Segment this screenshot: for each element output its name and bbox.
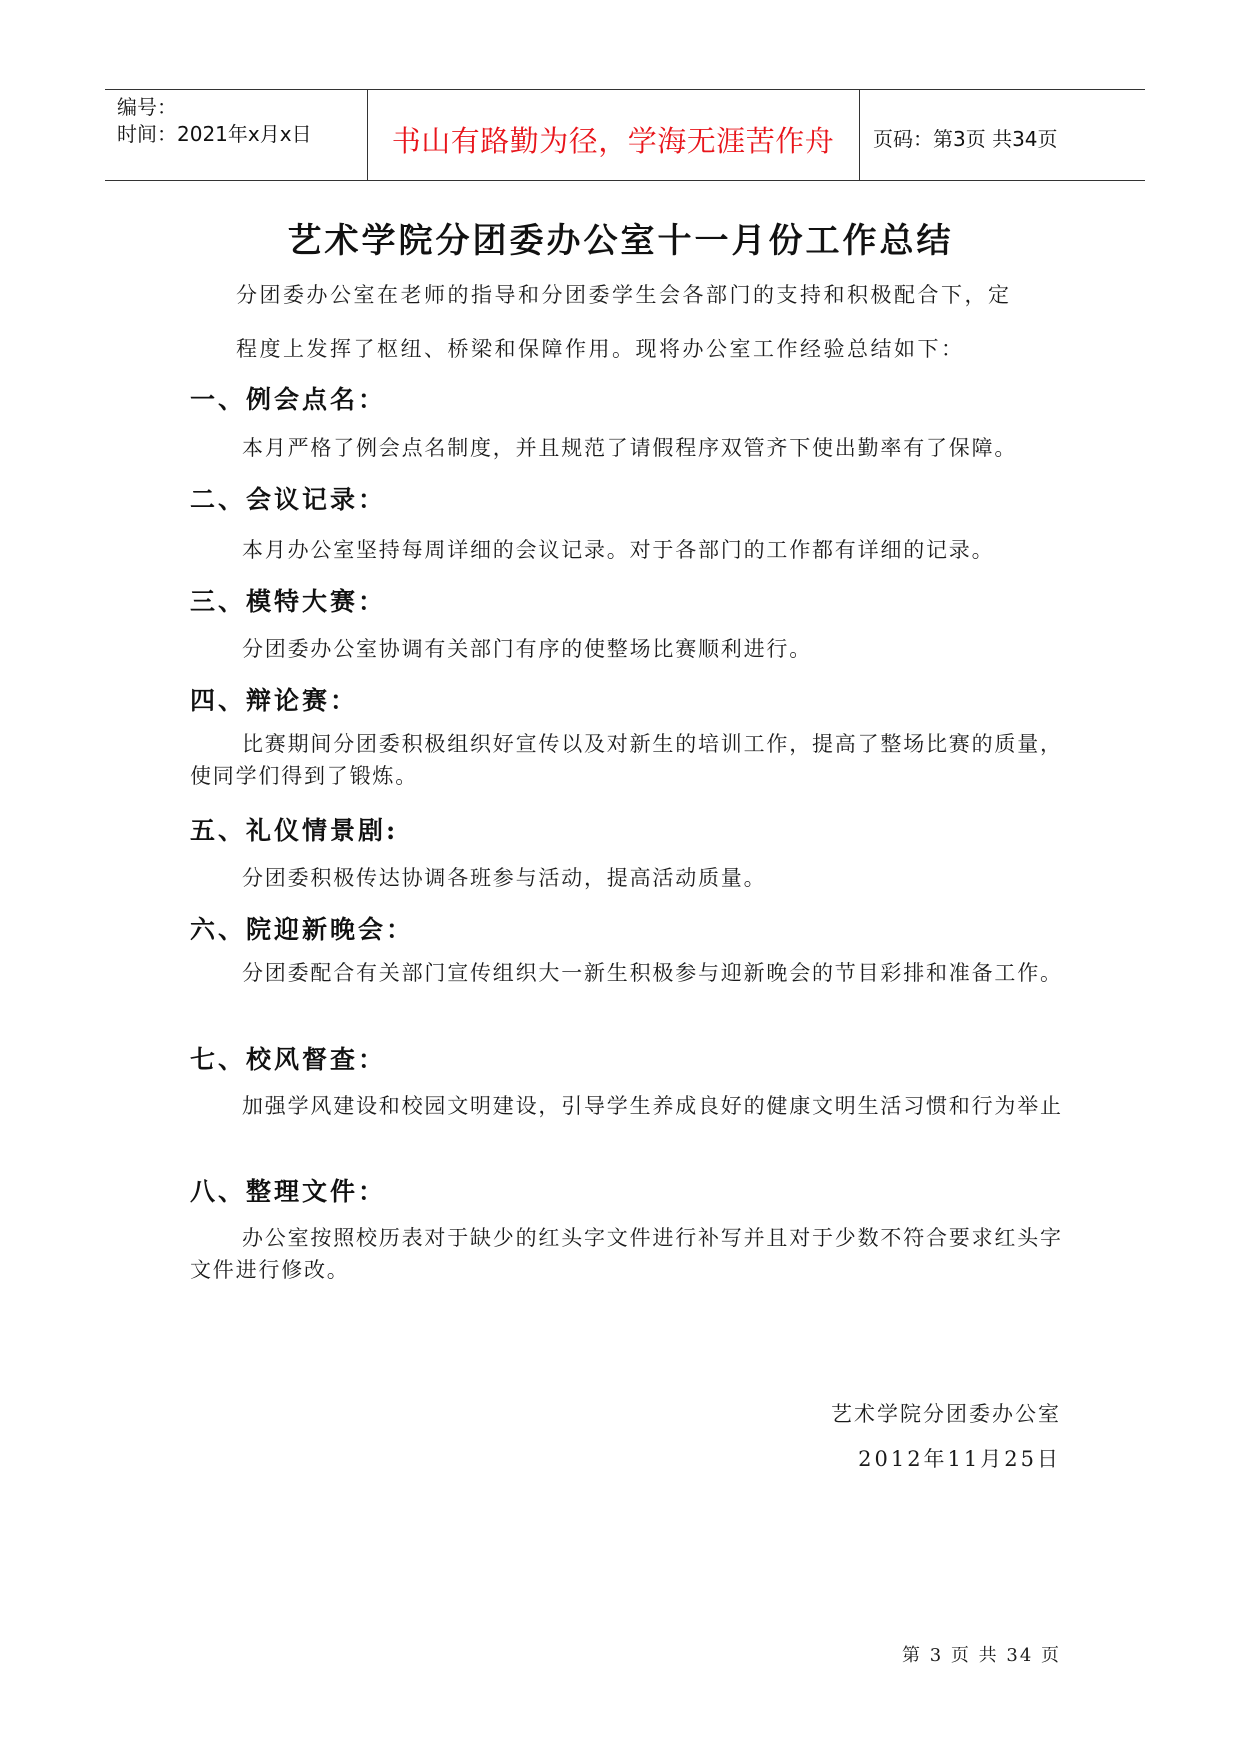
section-text-4: 比赛期间分团委积极组织好宣传以及对新生的培训工作，提高了整场比赛的质量，使同学们得到了锻炼。 (190, 732, 1063, 788)
intro-line-2: 程度上发挥了枢纽、桥梁和保障作用。现将办公室工作经验总结如下： (236, 337, 965, 361)
page-header (105, 89, 1145, 181)
document-time-label: 时间：2021年x月x日 (117, 122, 312, 146)
section-heading-8: 八、整理文件： (190, 1177, 387, 1206)
section-heading-4: 四、辩论赛： (190, 686, 359, 715)
section-text-3: 分团委办公室协调有关部门有序的使整场比赛顺利进行。 (242, 637, 812, 661)
section-heading-1: 一、例会点名： (190, 385, 387, 414)
signature-organization: 艺术学院分团委办公室 (831, 1402, 1061, 1426)
section-text-5: 分团委积极传达协调各班参与活动，提高活动质量。 (242, 866, 767, 890)
header-page-info: 页码：第3页 共34页 (873, 127, 1058, 151)
section-text-1: 本月严格了例会点名制度，并且规范了请假程序双管齐下使出勤率有了保障。 (242, 436, 1018, 460)
section-heading-3: 三、模特大赛： (190, 587, 387, 616)
section-heading-5: 五、礼仪情景剧: (190, 816, 399, 845)
document-intro (236, 268, 1066, 376)
section-text-7: 加强学风建设和校园文明建设，引导学生养成良好的健康文明生活习惯和行为举止 (242, 1094, 1063, 1118)
header-divider-right (859, 90, 860, 180)
section-text-2: 本月办公室坚持每周详细的会议记录。对于各部门的工作都有详细的记录。 (242, 538, 995, 562)
signature-date: 2012年11月25日 (858, 1447, 1061, 1471)
section-heading-6: 六、院迎新晚会： (190, 915, 415, 944)
section-heading-7: 七、校风督查： (190, 1045, 387, 1074)
document-title: 艺术学院分团委办公室十一月份工作总结 (287, 221, 954, 261)
header-motto: 书山有路勤为径，学海无涯苦作舟 (391, 124, 835, 158)
document-number-label: 编号： (117, 95, 177, 119)
section-heading-2: 二、会议记录： (190, 485, 387, 514)
page-footer-number: 第 3 页 共 34 页 (902, 1645, 1061, 1666)
section-text-6: 分团委配合有关部门宣传组织大一新生积极参与迎新晚会的节目彩排和准备工作。 (242, 961, 1063, 985)
section-text-8: 办公室按照校历表对于缺少的红头字文件进行补写并且对于少数不符合要求红头字文件进行修改。 (190, 1226, 1063, 1282)
intro-line-1: 分团委办公室在老师的指导和分团委学生会各部门的支持和积极配合下，定 (236, 283, 1012, 307)
